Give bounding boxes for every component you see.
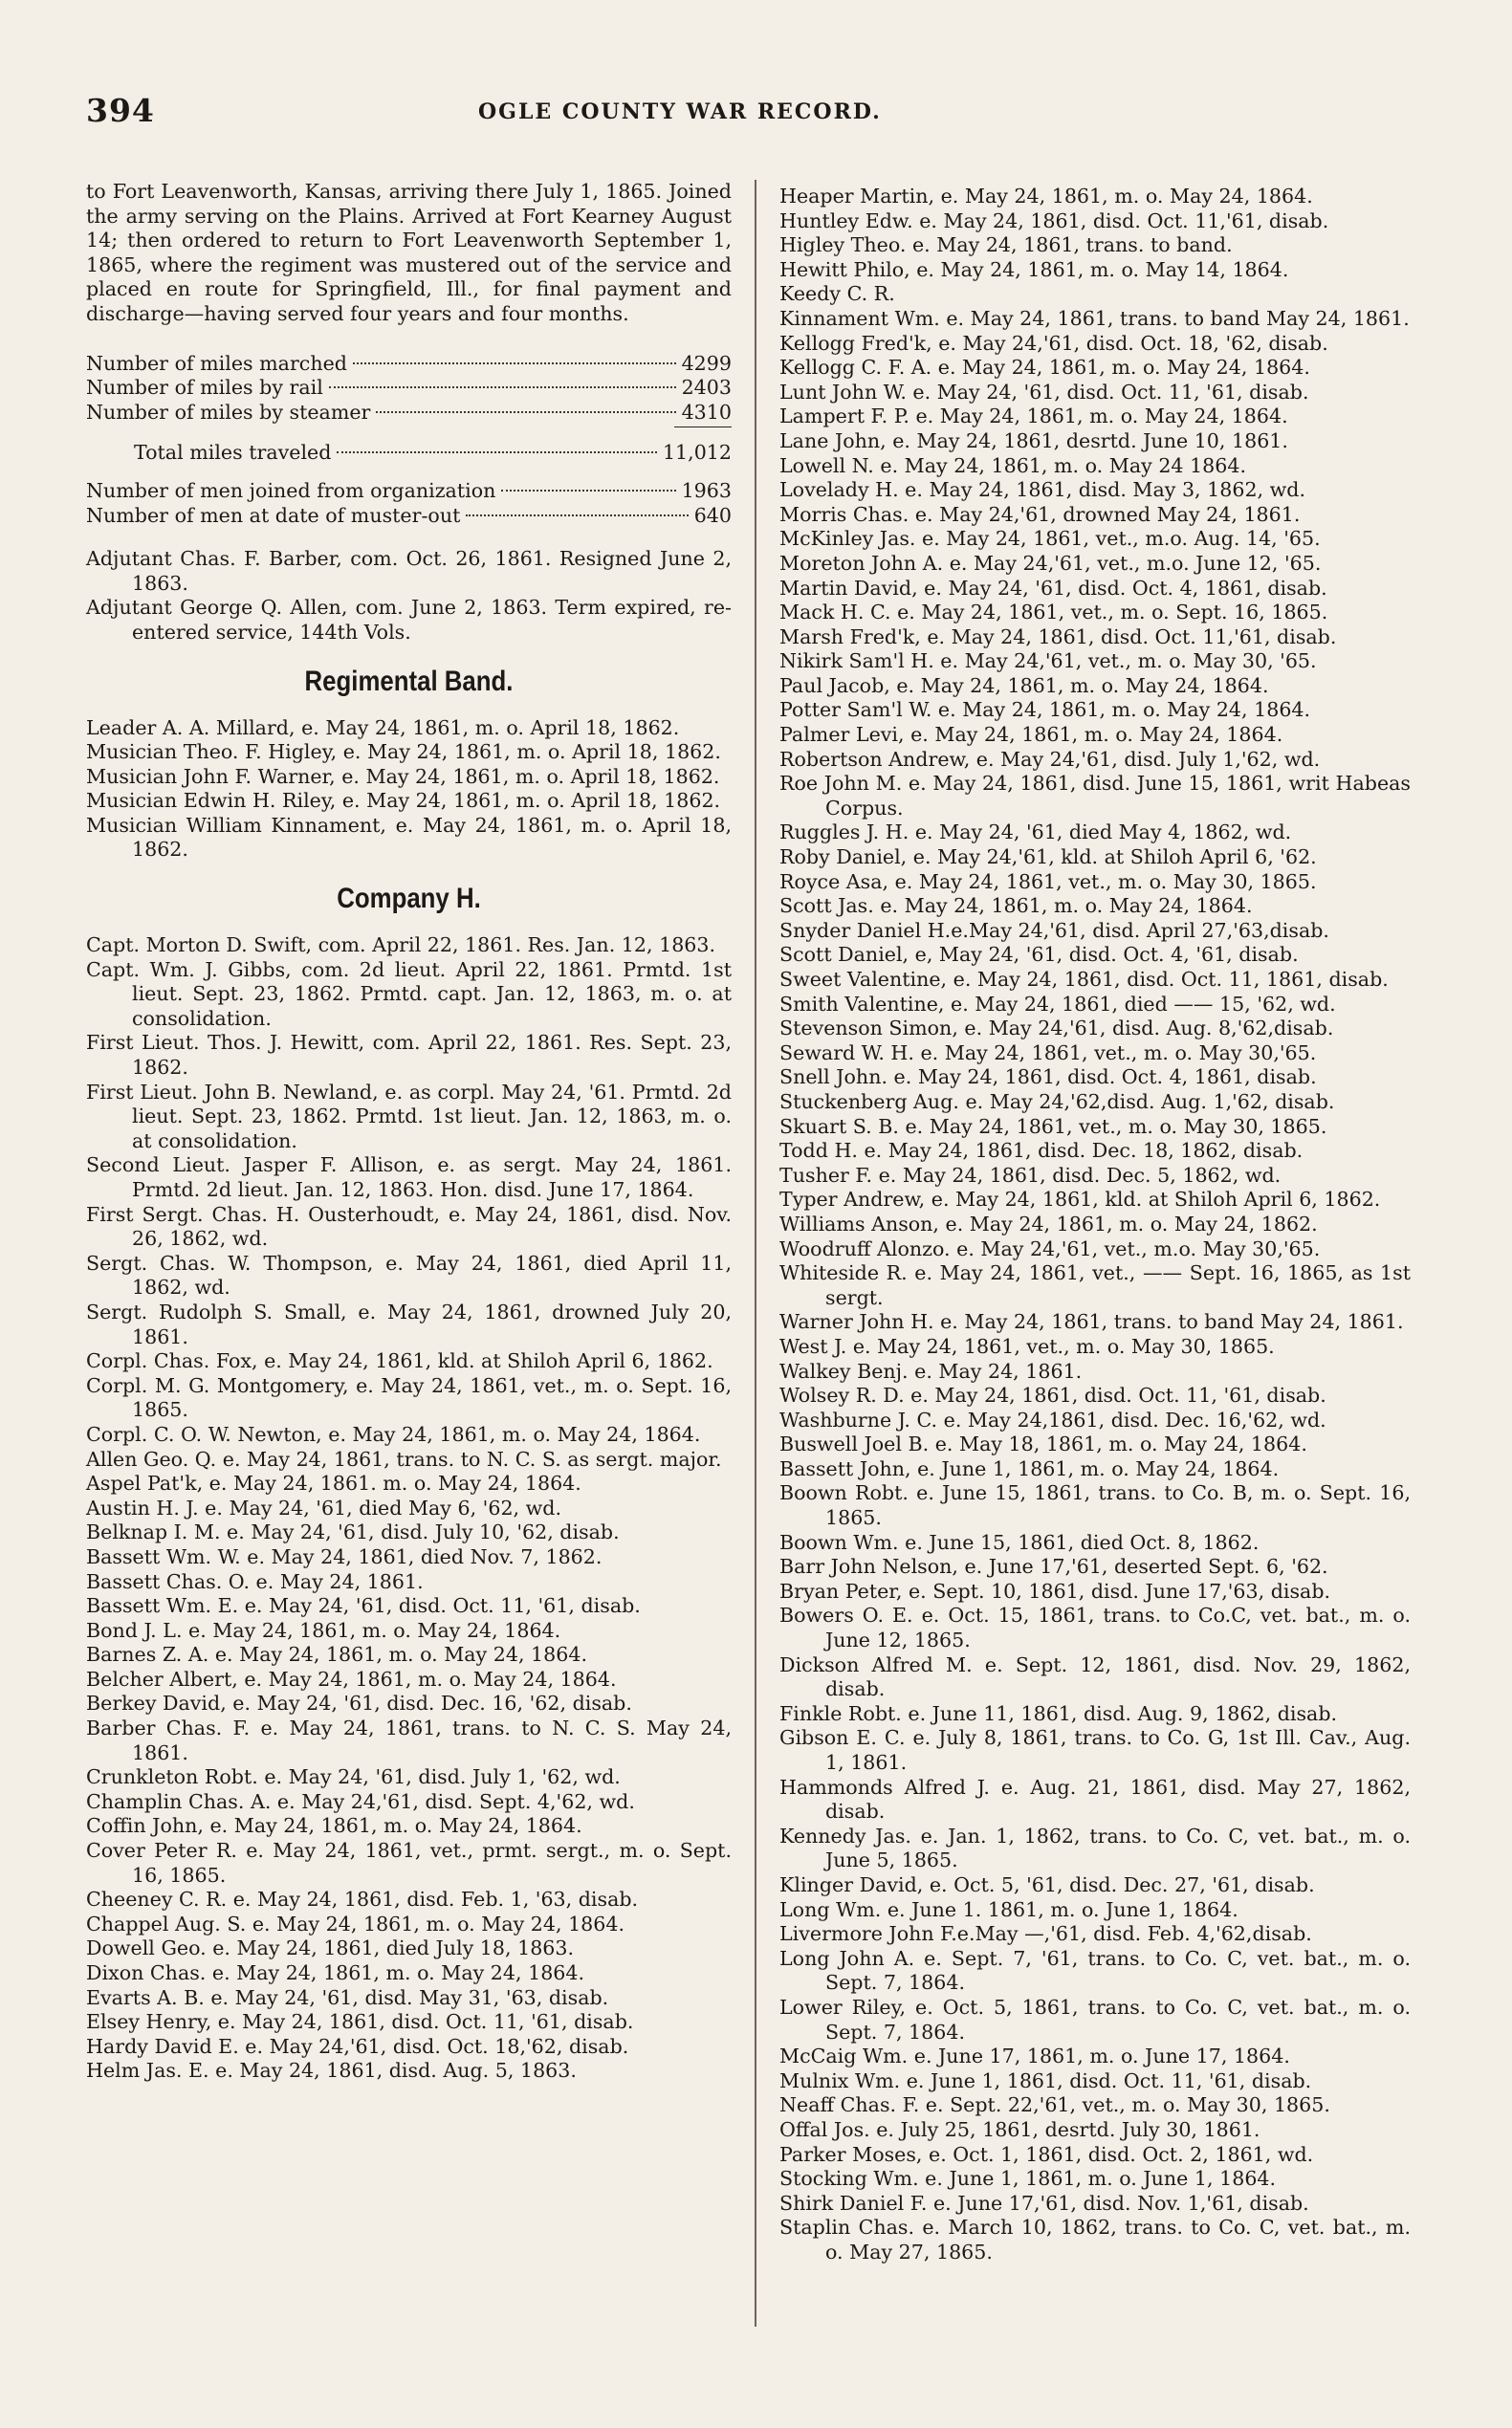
roster-entry: Kellogg Fred'k, e. May 24,'61, disd. Oct. 18, '62, disab. [779,331,1328,355]
roster-entry: Barnes Z. A. e. May 24, 1861, m. o. May 24, 1864. [86,1643,587,1667]
stat-value: 1963 [681,478,732,502]
roster-entry: Paul Jacob, e. May 24, 1861, m. o. May 24, 1864. [779,673,1269,697]
roster-entry: Leader A. A. Millard, e. May 24, 1861, m. o. April 18, 1862. [86,715,680,739]
roster-entry: Buswell Joel B. e. May 18, 1861, m. o. May 24, 1864. [779,1433,1307,1456]
roster-entry: Long John A. e. Sept. 7, '61, trans. to Co. C, vet. bat., m. o. Sept. 7, 1864. [779,1946,1411,1995]
roster-entry: Morris Chas. e. May 24,'61, drowned May 24, 1861. [779,502,1301,526]
roster-entry: Sergt. Chas. W. Thompson, e. May 24, 1861, died April 11, 1862, wd. [86,1251,732,1300]
roster-entry: Dixon Chas. e. May 24, 1861, m. o. May 24, 1864. [86,1961,585,1984]
roster-entry: Staplin Chas. e. March 10, 1862, trans. to Co. C, vet. bat., m. o. May 27, 1865. [779,2216,1411,2264]
roster-entry: Heaper Martin, e. May 24, 1861, m. o. May 24, 1864. [779,185,1313,208]
roster-entry: Lane John, e. May 24, 1861, desrtd. June 10, 1861. [779,428,1288,452]
roster-entry: Keedy C. R. [779,282,895,306]
roster-entry: Evarts A. B. e. May 24, '61, disd. May 31, '63, disab. [86,1985,609,2009]
roster-entry: Adjutant Chas. F. Barber, com. Oct. 26, 1861. Resigned June 2, 1863. [86,547,732,595]
roster-entry: Bond J. L. e. May 24, 1861, m. o. May 24, 1864. [86,1618,561,1642]
roster-entry: Woodruff Alonzo. e. May 24,'61, vet., m.o. May 30,'65. [779,1236,1321,1260]
dot-leader [376,411,675,413]
roster-entry: Stocking Wm. e. June 1, 1861, m. o. June 1, 1864. [779,2167,1277,2191]
roster-entry: Aspel Pat'k, e. May 24, 1861. m. o. May 24, 1864. [86,1472,581,1496]
roster-entry: Champlin Chas. A. e. May 24,'61, disd. Sept. 4,'62, wd. [86,1789,635,1813]
roster-entry: Coffin John, e. May 24, 1861, m. o. May 24, 1864. [86,1814,582,1838]
page-number: 394 [86,92,155,129]
roster-entry: Cheeney C. R. e. May 24, 1861, disd. Feb. 1, '63, disab. [86,1888,639,1912]
roster-entry: Scott Daniel, e, May 24, '61, disd. Oct. 4, '61, disab. [779,943,1299,967]
roster-entry: Boown Robt. e. June 15, 1861, trans. to Co. B, m. o. Sept. 16, 1865. [779,1481,1411,1530]
right-column [779,185,1411,2264]
roster-entry: Musician Edwin H. Riley, e. May 24, 1861, m. o. April 18, 1862. [86,789,721,813]
stat-label: Number of miles by steamer [86,400,371,424]
roster-entry: Lunt John W. e. May 24, '61, disd. Oct. 11, '61, disab. [779,380,1309,404]
roster-entry: Hardy David E. e. May 24,'61, disd. Oct. 18,'62, disab. [86,2034,629,2058]
running-head [86,92,1014,130]
roster-entry: Potter Sam'l W. e. May 24, 1861, m. o. May 24, 1864. [779,698,1311,722]
roster-entry: Bassett Chas. O. e. May 24, 1861. [86,1569,424,1593]
roster-entry: Cover Peter R. e. May 24, 1861, vet., prmt. sergt., m. o. Sept. 16, 1865. [86,1839,732,1887]
roster-entry: Neaff Chas. F. e. Sept. 22,'61, vet., m. o. May 30, 1865. [779,2093,1330,2117]
roster-entry: Whiteside R. e. May 24, 1861, vet., —— Sept. 16, 1865, as 1st sergt. [779,1261,1411,1309]
roster-entry: West J. e. May 24, 1861, vet., m. o. May 30, 1865. [779,1334,1275,1358]
column-rule [755,180,756,2327]
roster-entry: Gibson E. C. e. July 8, 1861, trans. to Co. G, 1st Ill. Cav., Aug. 1, 1861. [779,1726,1411,1774]
roster-entry: Lowell N. e. May 24, 1861, m. o. May 24 1864. [779,453,1247,477]
stat-label: Number of miles by rail [86,376,323,400]
roster-entry: Lampert F. P. e. May 24, 1861, m. o. May 24, 1864. [779,405,1288,428]
stat-row-joined [86,479,732,504]
stat-value: 11,012 [662,441,732,465]
dot-leader [466,514,688,516]
stat-value: 640 [693,503,732,527]
roster-entry: Scott Jas. e. May 24, 1861, m. o. May 24, 1864. [779,894,1253,918]
roster-entry: First Sergt. Chas. H. Ousterhoudt, e. May 24, 1861, disd. Nov. 26, 1862, wd. [86,1202,732,1251]
roster-entry: Crunkleton Robt. e. May 24, '61, disd. July 1, '62, wd. [86,1765,621,1789]
roster-entry: McCaig Wm. e. June 17, 1861, m. o. June 17, 1864. [779,2045,1290,2068]
roster-entry: Lower Riley, e. Oct. 5, 1861, trans. to Co. C, vet. bat., m. o. Sept. 7, 1864. [779,1995,1411,2044]
company-heading: Company H. [337,883,481,915]
roster-entry: Musician Theo. F. Higley, e. May 24, 1861, m. o. April 18, 1862. [86,740,721,764]
dot-leader [501,490,675,492]
band-roster [86,716,732,864]
roster-entry: Bassett Wm. W. e. May 24, 1861, died Nov. 7, 1862. [86,1544,603,1568]
roster-entry: Kellogg C. F. A. e. May 24, 1861, m. o. May 24, 1864. [779,356,1310,380]
roster-entry: Dickson Alfred M. e. Sept. 12, 1861, disd. Nov. 29, 1862, disab. [779,1652,1411,1701]
roster-entry: Walkey Benj. e. May 24, 1861. [779,1359,1083,1383]
roster-entry: Offal Jos. e. July 25, 1861, desrtd. July 30, 1861. [779,2117,1260,2141]
roster-entry: Seward W. H. e. May 24, 1861, vet., m. o. May 30,'65. [779,1040,1317,1064]
roster-entry: Elsey Henry, e. May 24, 1861, disd. Oct. 11, '61, disab. [86,2010,634,2034]
intro-paragraph: to Fort Leavenworth, Kansas, arriving there July 1, 1865. Joined the army serving on the Plains. Arrived at Fort Kearney August 14; then ordered to return to Fort Leavenworth September 1, 1865, where the regiment was mustered out of the service and placed en route for Springfield, Ill., for final payment and discharge—having served four years and four months. [86,180,732,325]
roster-entry: Mulnix Wm. e. June 1, 1861, disd. Oct. 11, '61, disab. [779,2068,1312,2092]
roster-entry: Stevenson Simon, e. May 24,'61, disd. Aug. 8,'62,disab. [779,1017,1334,1040]
dot-leader [353,362,676,364]
roster-entry: Austin H. J. e. May 24, '61, died May 6, '62, wd. [86,1496,561,1520]
roster-entry: Roby Daniel, e. May 24,'61, kld. at Shiloh April 6, '62. [779,845,1317,869]
roster-entry: Corpl. Chas. Fox, e. May 24, 1861, kld. at Shiloh April 6, 1862. [86,1349,713,1373]
roster-entry: Corpl. C. O. W. Newton, e. May 24, 1861, m. o. May 24, 1864. [86,1422,701,1446]
stat-value: 4310 [681,400,732,424]
roster-entry: Tusher F. e. May 24, 1861, disd. Dec. 5, 1862, wd. [779,1163,1282,1187]
stat-label: Number of men joined from organization [86,478,496,502]
roster-entry: McKinley Jas. e. May 24, 1861, vet., m.o. Aug. 14, '65. [779,527,1321,551]
roster-entry: Chappel Aug. S. e. May 24, 1861, m. o. May 24, 1864. [86,1912,625,1936]
roster-entry: Bryan Peter, e. Sept. 10, 1861, disd. June 17,'63, disab. [779,1579,1331,1603]
company-roster-right [779,185,1411,2264]
stat-row-muster-out [86,504,732,529]
roster-entry: First Lieut. John B. Newland, e. as corpl. May 24, '61. Prmtd. 2d lieut. Sept. 23, 1862. Prmtd. 1st lieut. Jan. 12, 1863, m. o. at consolidation. [86,1080,732,1152]
roster-entry: Huntley Edw. e. May 24, 1861, disd. Oct. 11,'61, disab. [779,208,1329,232]
roster-entry: Bowers O. E. e. Oct. 15, 1861, trans. to Co.C, vet. bat., m. o. June 12, 1865. [779,1604,1411,1652]
roster-entry: Snyder Daniel H.e.May 24,'61, disd. April 27,'63,disab. [779,918,1329,942]
roster-entry: Livermore John F.e.May —,'61, disd. Feb. 4,'62,disab. [779,1922,1312,1946]
roster-entry: Capt. Morton D. Swift, com. April 22, 1861. Res. Jan. 12, 1863. [86,933,716,957]
dot-leader [329,386,676,388]
stat-label: Total miles traveled [134,441,332,465]
roster-entry: Belcher Albert, e. May 24, 1861, m. o. May 24, 1864. [86,1667,617,1691]
roster-entry: Boown Wm. e. June 15, 1861, died Oct. 8, 1862. [779,1530,1260,1554]
roster-entry: Todd H. e. May 24, 1861, disd. Dec. 18, 1862, disab. [779,1139,1304,1163]
roster-entry: Shirk Daniel F. e. June 17,'61, disd. Nov. 1,'61, disab. [779,2191,1309,2215]
roster-entry: Barr John Nelson, e. June 17,'61, deserted Sept. 6, '62. [779,1555,1328,1579]
stat-row-marched [86,352,732,377]
roster-entry: Hewitt Philo, e. May 24, 1861, m. o. May 14, 1864. [779,257,1289,281]
roster-entry: Ruggles J. H. e. May 24, '61, died May 4, 1862, wd. [779,820,1292,844]
roster-entry: Finkle Robt. e. June 11, 1861, disd. Aug. 9, 1862, disab. [779,1701,1338,1725]
roster-entry: Royce Asa, e. May 24, 1861, vet., m. o. May 30, 1865. [779,869,1317,893]
roster-entry: Long Wm. e. June 1. 1861, m. o. June 1, 1864. [779,1897,1238,1921]
stat-row-total [86,441,732,466]
roster-entry: Corpl. M. G. Montgomery, e. May 24, 1861, vet., m. o. Sept. 16, 1865. [86,1373,732,1422]
roster-entry: Capt. Wm. J. Gibbs, com. 2d lieut. April 22, 1861. Prmtd. 1st lieut. Sept. 23, 1862. Prmtd. capt. Jan. 12, 1863, m. o. at consolidation. [86,957,732,1030]
roster-entry: Bassett John, e. June 1, 1861, m. o. May 24, 1864. [779,1456,1280,1480]
stat-value: 2403 [681,376,732,400]
mileage-stats [86,352,732,529]
roster-entry: Stuckenberg Aug. e. May 24,'62,disd. Aug. 1,'62, disab. [779,1089,1335,1113]
roster-entry: Palmer Levi, e. May 24, 1861, m. o. May 24, 1864. [779,723,1283,747]
roster-entry: Roe John M. e. May 24, 1861, disd. June 15, 1861, writ Habeas Corpus. [779,772,1411,820]
stat-row-rail [86,376,732,401]
roster-entry: Berkey David, e. May 24, '61, disd. Dec. 16, '62, disab. [86,1692,632,1716]
roster-entry: Hammonds Alfred J. e. Aug. 21, 1861, disd. May 27, 1862, disab. [779,1775,1411,1824]
roster-entry: Musician William Kinnament, e. May 24, 1861, m. o. April 18, 1862. [86,813,732,862]
roster-entry: Skuart S. B. e. May 24, 1861, vet., m. o. May 30, 1865. [779,1114,1327,1138]
roster-entry: Mack H. C. e. May 24, 1861, vet., m. o. Sept. 16, 1865. [779,601,1328,624]
running-title: OGLE COUNTY WAR RECORD. [478,99,882,124]
roster-entry: Nikirk Sam'l H. e. May 24,'61, vet., m. o. May 30, '65. [779,649,1317,673]
adjutant-list [86,547,732,645]
company-roster-left [86,933,732,2084]
stat-label: Number of men at date of muster-out [86,503,461,527]
roster-entry: Helm Jas. E. e. May 24, 1861, disd. Aug. 5, 1863. [86,2059,577,2083]
roster-entry: Washburne J. C. e. May 24,1861, disd. Dec. 16,'62, wd. [779,1408,1326,1432]
roster-entry: Smith Valentine, e. May 24, 1861, died —— 15, '62, wd. [779,992,1336,1016]
stat-row-steamer [86,401,732,426]
roster-entry: Lovelady H. e. May 24, 1861, disd. May 3, 1862, wd. [779,478,1306,502]
roster-entry: Musician John F. Warner, e. May 24, 1861, m. o. April 18, 1862. [86,764,720,788]
roster-entry: Allen Geo. Q. e. May 24, 1861, trans. to N. C. S. as sergt. major. [86,1447,722,1471]
band-heading: Regimental Band. [304,665,514,697]
roster-entry: Belknap I. M. e. May 24, '61, disd. July 10, '62, disab. [86,1520,620,1544]
roster-entry: First Lieut. Thos. J. Hewitt, com. April 22, 1861. Res. Sept. 23, 1862. [86,1031,732,1080]
roster-entry: Martin David, e. May 24, '61, disd. Oct. 4, 1861, disab. [779,576,1327,600]
roster-entry: Higley Theo. e. May 24, 1861, trans. to band. [779,233,1233,257]
roster-entry: Typer Andrew, e. May 24, 1861, kld. at Shiloh April 6, 1862. [779,1188,1381,1212]
stat-label: Number of miles marched [86,351,347,375]
roster-entry: Dowell Geo. e. May 24, 1861, died July 18, 1863. [86,1936,575,1960]
left-column [86,180,732,2084]
roster-entry: Second Lieut. Jasper F. Allison, e. as sergt. May 24, 1861. Prmtd. 2d lieut. Jan. 12, 1863. Hon. disd. June 17, 1864. [86,1153,732,1201]
roster-entry: Sweet Valentine, e. May 24, 1861, disd. Oct. 11, 1861, disab. [779,968,1389,991]
roster-entry: Kinnament Wm. e. May 24, 1861, trans. to band May 24, 1861. [779,306,1410,330]
roster-entry: Moreton John A. e. May 24,'61, vet., m.o. June 12, '65. [779,551,1322,575]
roster-entry: Williams Anson, e. May 24, 1861, m. o. May 24, 1862. [779,1212,1318,1236]
roster-entry: Klinger David, e. Oct. 5, '61, disd. Dec. 27, '61, disab. [779,1872,1315,1896]
stat-value: 4299 [681,351,732,375]
roster-entry: Robertson Andrew, e. May 24,'61, disd. July 1,'62, wd. [779,747,1321,771]
roster-entry: Sergt. Rudolph S. Small, e. May 24, 1861, drowned July 20, 1861. [86,1300,732,1348]
roster-entry: Adjutant George Q. Allen, com. June 2, 1863. Term expired, re-entered service, 144th Vols. [86,596,732,644]
roster-entry: Barber Chas. F. e. May 24, 1861, trans. to N. C. S. May 24, 1861. [86,1717,732,1764]
roster-entry: Parker Moses, e. Oct. 1, 1861, disd. Oct. 2, 1861, wd. [779,2142,1314,2166]
roster-entry: Warner John H. e. May 24, 1861, trans. to band May 24, 1861. [779,1310,1404,1334]
roster-entry: Wolsey R. D. e. May 24, 1861, disd. Oct. 11, '61, disab. [779,1384,1326,1408]
roster-entry: Marsh Fred'k, e. May 24, 1861, disd. Oct. 11,'61, disab. [779,624,1337,648]
roster-entry: Kennedy Jas. e. Jan. 1, 1862, trans. to Co. C, vet. bat., m. o. June 5, 1865. [779,1824,1411,1872]
roster-entry: Bassett Wm. E. e. May 24, '61, disd. Oct. 11, '61, disab. [86,1594,641,1618]
roster-entry: Snell John. e. May 24, 1861, disd. Oct. 4, 1861, disab. [779,1065,1317,1089]
dot-leader [337,451,657,453]
